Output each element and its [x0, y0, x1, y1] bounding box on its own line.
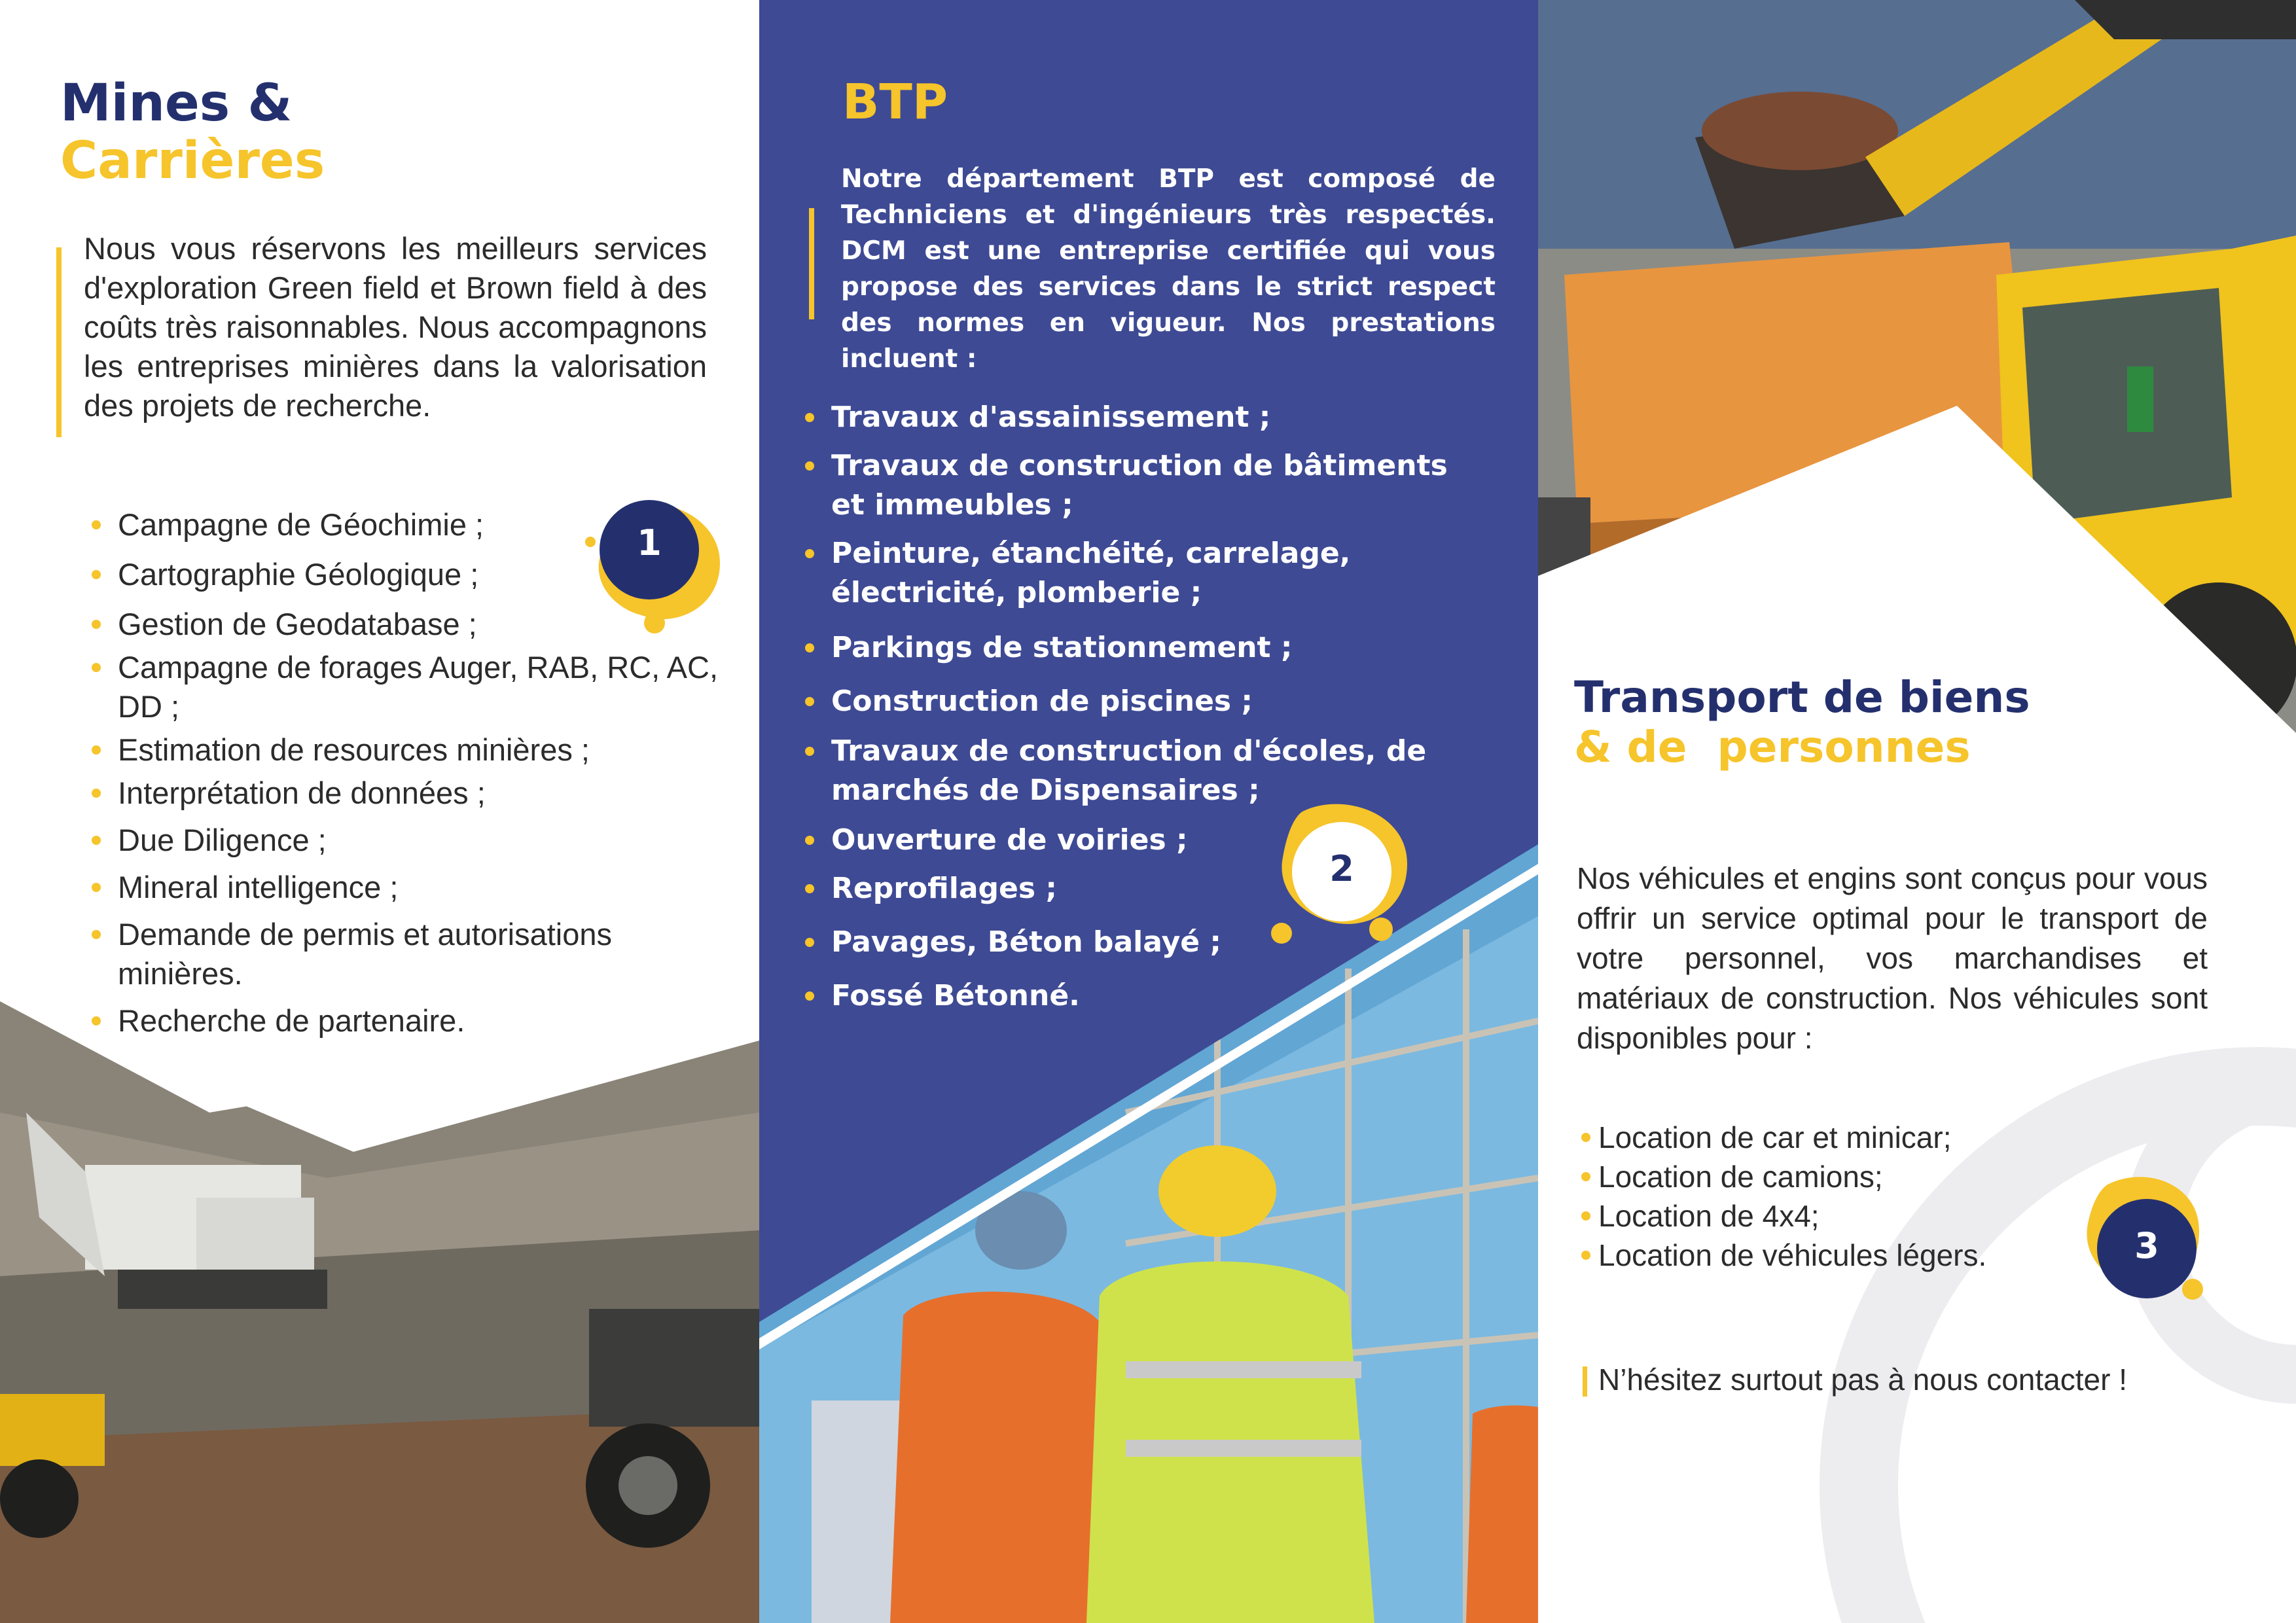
contact-line: N’hésitez surtout pas à nous contacter !	[1598, 1363, 2127, 1397]
list-item: Travaux de construction d'écoles, de marchés de Dispensaires ;	[802, 732, 1431, 810]
mines-accent-bar	[56, 247, 62, 437]
list-item: Demande de permis et autorisations minières.	[89, 915, 717, 993]
mines-intro: Nous vous réservons les meilleurs services d'exploration Green field et Brown field à des coûts très raisonnables. Nous accompagnons les entreprises minières dans la valorisation des projets de recherche.	[84, 231, 707, 423]
badge-3	[2068, 1171, 2225, 1315]
list-item: Pavages, Béton balayé ;	[802, 923, 1457, 962]
panel-transport	[1538, 0, 2296, 1623]
badge-number: 3	[2134, 1225, 2159, 1266]
badge-1	[576, 497, 733, 641]
list-item: Campagne de Géochimie ;	[89, 505, 757, 544]
list-item: Location de 4x4;	[1579, 1196, 2102, 1236]
list-item: Travaux d'assainissement ;	[802, 398, 1457, 437]
btp-accent-bar	[809, 208, 814, 319]
panel-btp	[759, 0, 1538, 1623]
list-item: Fossé Bétonné.	[802, 976, 1457, 1016]
mines-title-line1: Mines &	[60, 74, 293, 133]
list-item: Due Diligence ;	[89, 821, 757, 860]
contact-accent-bar	[1583, 1366, 1587, 1397]
list-item: Construction de piscines ;	[802, 682, 1457, 721]
list-item: Parkings de stationnement ;	[802, 628, 1457, 668]
btp-intro: Notre département BTP est composé de Techniciens et d'ingénieurs très respectés. DCM est une entreprise certifiée qui vous propose des services dans le strict respect des normes en vigueur. Nos prestations incluent :	[841, 164, 1496, 374]
list-item: Estimation de resources minières ;	[89, 730, 757, 770]
list-item: Travaux de construction de bâtiments et immeubles ;	[802, 446, 1457, 525]
list-item: Mineral intelligence ;	[89, 868, 757, 907]
badge-number: 2	[1329, 848, 1354, 889]
panel-mines	[0, 0, 759, 1623]
list-item: Location de camions;	[1579, 1157, 2102, 1196]
list-item: Interprétation de données ;	[89, 774, 757, 813]
list-item: Ouverture de voiries ;	[802, 821, 1457, 860]
list-item: Recherche de partenaire.	[89, 1001, 757, 1041]
list-item: Cartographie Géologique ;	[89, 555, 757, 594]
list-item: Campagne de forages Auger, RAB, RC, AC, DD ;	[89, 648, 744, 726]
list-item: Peinture, étanchéité, carrelage, électricité, plomberie ;	[802, 534, 1365, 613]
list-item: Gestion de Geodatabase ;	[89, 605, 757, 644]
mines-title-line2: Carrières	[60, 132, 325, 190]
badge-number: 1	[637, 522, 662, 563]
transport-intro: Nos véhicules et engins sont conçus pour vous offrir un service optimal pour le transport de votre personnel, vos marchandises et matériaux de construction. Nos véhicules sont disponibles pour :	[1577, 861, 2208, 1055]
badge-2	[1263, 798, 1420, 955]
list-item: Reprofilages ;	[802, 869, 1457, 908]
transport-title-line2: & de personnes	[1574, 722, 1971, 772]
list-item: Location de car et minicar;	[1579, 1118, 2102, 1157]
list-item: Location de véhicules légers.	[1579, 1236, 2102, 1275]
transport-title-line1: Transport de biens	[1574, 672, 2030, 722]
transport-service-list	[1579, 1118, 2102, 1275]
btp-title: BTP	[842, 74, 948, 130]
